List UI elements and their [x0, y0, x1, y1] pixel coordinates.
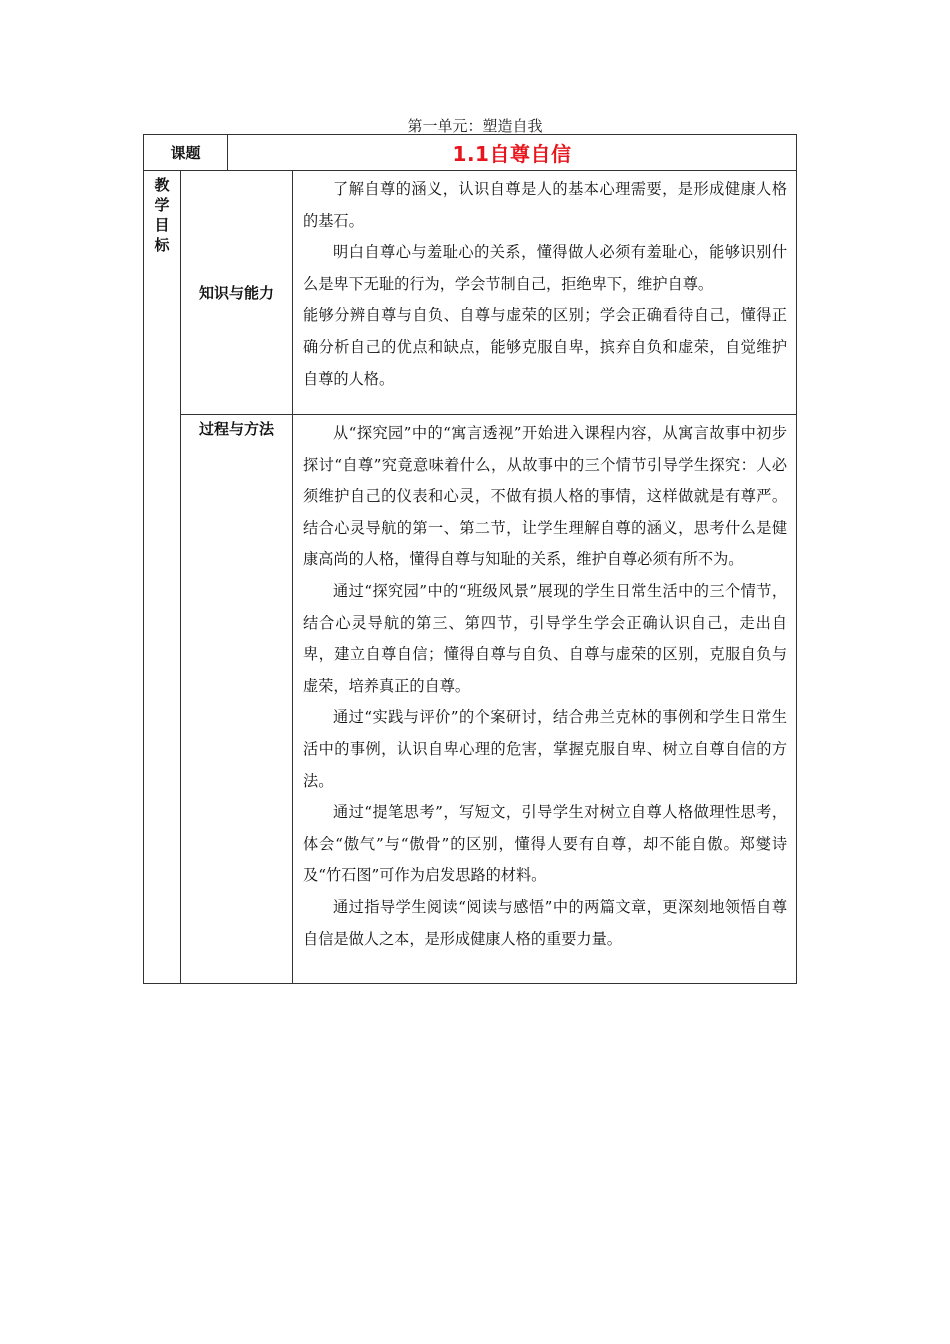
- knowledge-ability-label: 知识与能力: [181, 171, 293, 415]
- content-paragraph: 通过指导学生阅读“阅读与感悟”中的两篇文章，更深刻地领悟自尊自信是做人之本，是形成健康人格的重要力量。: [303, 897, 788, 948]
- process-row: [144, 415, 797, 984]
- content-paragraph: 能够分辨自尊与自负、自尊与虚荣的区别；学会正确看待自己，懂得正确分析自己的优点和缺点，能够克服自卑，摈弃自负和虚荣，自觉维护自尊的人格。: [303, 306, 788, 388]
- unit-title: 第一单元：塑造自我: [407, 117, 543, 135]
- goals-label-char: 教: [154, 176, 170, 194]
- content-paragraph: 从“探究园”中的“寓言透视”开始进入课程内容，从寓言故事中初步探讨“自尊”究竟意味着什么，从故事中的三个情节引导学生探究：人必须维护自己的仪表和心灵，不做有损人格的事情，这样做就是有尊严。结合心灵导航的第一、第二节，让学生理解自尊的涵义，思考什么是健康高尚的人格，懂得自尊与知耻的关系，维护自尊必须有所不为。: [303, 424, 788, 569]
- topic-value: 1.1自尊自信: [228, 135, 797, 171]
- knowledge-ability-content: [293, 171, 797, 415]
- content-paragraph: 了解自尊的涵义，认识自尊是人的基本心理需要，是形成健康人格的基石。: [303, 180, 788, 230]
- process-method-label: 过程与方法: [181, 415, 293, 984]
- topic-label: 课题: [144, 135, 228, 171]
- topic-row: [144, 135, 797, 171]
- goals-label-char: 标: [154, 236, 170, 254]
- teaching-goals-label: [144, 171, 181, 984]
- goals-label-char: 目: [154, 216, 170, 234]
- content-paragraph: 通过“提笔思考”，写短文，引导学生对树立自尊人格做理性思考，体会“傲气”与“傲骨”的区别，懂得人要有自尊，却不能自傲。郑燮诗及“竹石图”可作为启发思路的材料。: [303, 803, 788, 885]
- content-paragraph: 明白自尊心与羞耻心的关系，懂得做人必须有羞耻心，能够识别什么是卑下无耻的行为，学会节制自己，拒绝卑下，维护自尊。: [303, 243, 788, 293]
- content-paragraph: 通过“实践与评价”的个案研讨，结合弗兰克林的事例和学生日常生活中的事例，认识自卑心理的危害，掌握克服自卑、树立自尊自信的方法。: [303, 708, 788, 790]
- goals-label-char: 学: [154, 196, 170, 214]
- knowledge-row: [144, 171, 797, 415]
- lesson-plan-table: [143, 134, 797, 984]
- content-paragraph: 通过“探究园”中的“班级风景”展现的学生日常生活中的三个情节，结合心灵导航的第三、第四节，引导学生学会正确认识自己，走出自卑，建立自尊自信；懂得自尊与自负、自尊与虚荣的区别，克服自负与虚荣，培养真正的自尊。: [303, 581, 788, 695]
- process-method-content: [293, 415, 797, 984]
